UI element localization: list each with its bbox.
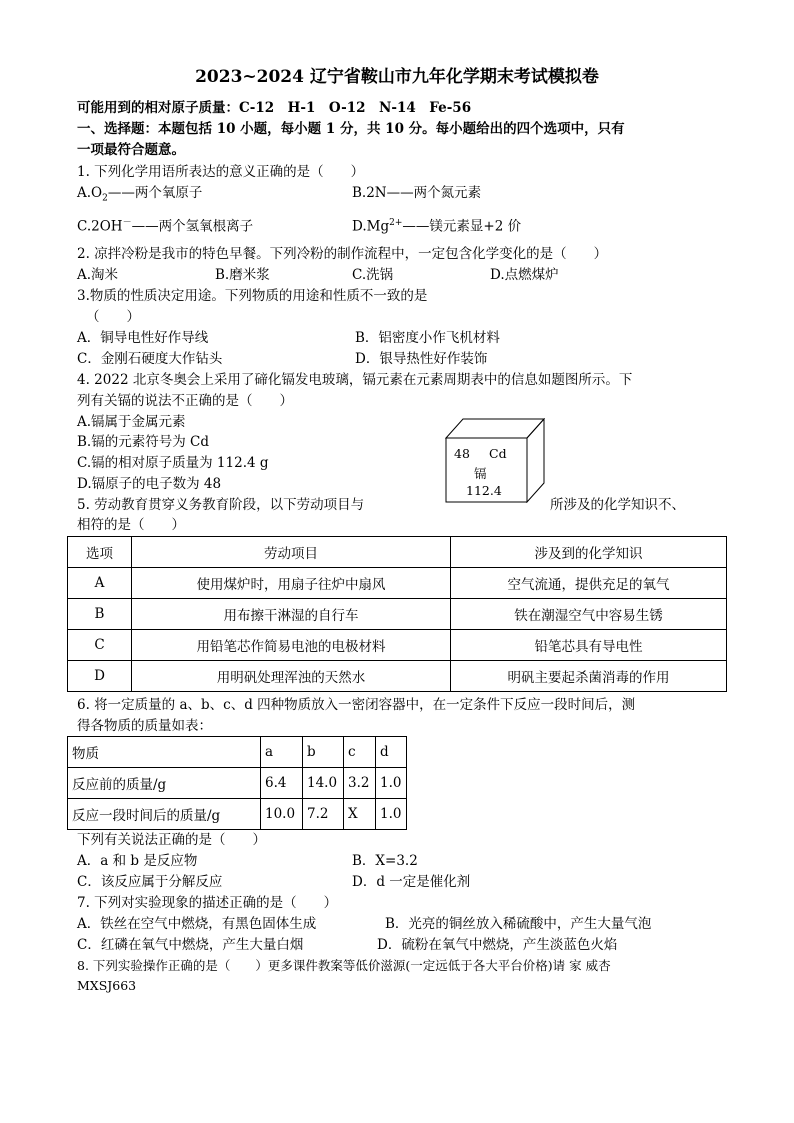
q7-option-c: C．红磷在氧气中燃烧，产生大量白烟 <box>77 937 304 953</box>
q5-stem-left: 5. 劳动教育贯穿义务教育阶段，以下劳动项目与 <box>77 497 365 513</box>
q1-option-d: $D.Mg^{2+}——$镁元素显+2 价 <box>352 218 522 235</box>
q8-stem: 8. 下列实验操作正确的是（ ）更多课件教案等低价滋源(一定远低于各大平台价格)请 家 威杏 <box>77 958 611 973</box>
table-row <box>68 661 727 692</box>
table-cell: B <box>68 599 132 630</box>
header-cell: a <box>261 737 303 768</box>
table-cell: 反应前的质量/g <box>68 768 261 799</box>
table-row <box>68 599 727 630</box>
q6-stem-line1: 6. 将一定质量的 a、b、c、d 四种物质放入一密闭容器中，在一定条件下反应一段时间后，测 <box>77 697 636 713</box>
q3-option-a: A．铜导电性好作导线 <box>77 330 209 346</box>
q2-option-a: A.淘米 <box>77 267 119 283</box>
table-row <box>68 799 407 830</box>
q1-option-b: B.2N——两个氮元素 <box>352 185 482 201</box>
table-cell: 铁在潮湿空气中容易生锈 <box>451 599 727 630</box>
q6-option-c: C．该反应属于分解反应 <box>77 874 223 890</box>
table-row <box>68 630 727 661</box>
section-heading-line2: 一项最符合题意。 <box>77 142 185 158</box>
q4-option-d: D.镉原子的电子数为 48 <box>77 476 222 492</box>
q4-stem-line1: 4. 2022 北京冬奥会上采用了碲化镉发电玻璃，镉元素在元素周期表中的信息如题图所示。下 <box>77 372 633 388</box>
table-cell: A <box>68 568 132 599</box>
q7-option-d: D．硫粉在氧气中燃烧，产生淡蓝色火焰 <box>377 937 618 953</box>
element-cell-figure <box>445 418 545 503</box>
q5-stem-right: 所涉及的化学知识不、 <box>550 497 685 513</box>
q4-stem-line2: 列有关镉的说法不正确的是（ ） <box>77 393 293 409</box>
q4-option-a: A.镉属于金属元素 <box>77 414 186 430</box>
q4-option-c: C.镉的相对原子质量为 112.4 g <box>77 455 269 471</box>
table-cell: 空气流通，提供充足的氧气 <box>451 568 727 599</box>
q1-stem: 1. 下列化学用语所表达的意义正确的是（ ） <box>77 164 365 180</box>
q3-paren: （ ） <box>86 309 140 325</box>
table-cell: 铅笔芯具有导电性 <box>451 630 727 661</box>
table-cell: 反应一段时间后的质量/g <box>68 799 261 830</box>
header-cell: 涉及到的化学知识 <box>451 537 727 568</box>
table-cell: 1.0 <box>376 799 407 830</box>
q3-stem: 3.物质的性质决定用途。下列物质的用途和性质不一致的是 <box>77 288 428 304</box>
q7-stem: 7. 下列对实验现象的描述正确的是（ ） <box>77 895 338 911</box>
header-cell: b <box>303 737 344 768</box>
element-name: 镉 <box>474 466 487 481</box>
table-cell: D <box>68 661 132 692</box>
table-header-row <box>68 537 727 568</box>
table-row <box>68 768 407 799</box>
table-row <box>68 568 727 599</box>
q2-stem: 2. 凉拌冷粉是我市的特色早餐。下列冷粉的制作流程中，一定包含化学变化的是（ ） <box>77 246 608 262</box>
q2-option-c: C.洗锅 <box>352 267 394 283</box>
table-cell: C <box>68 630 132 661</box>
page-title: 2023~2024 辽宁省鞍山市九年化学期末考试模拟卷 <box>195 67 599 87</box>
q3-option-d: D．银导热性好作装饰 <box>355 351 488 367</box>
table-cell: 10.0 <box>261 799 303 830</box>
element-symbol: Cd <box>489 446 507 461</box>
section-heading-line1: 一、选择题：本题包括 10 小题，每小题 1 分，共 10 分。每小题给出的四个选项中，只有 <box>77 121 625 137</box>
table-cell: 14.0 <box>303 768 344 799</box>
table-header-row <box>68 737 407 768</box>
table-cell: 用明矾处理浑浊的天然水 <box>132 661 451 692</box>
table-cell: 7.2 <box>303 799 344 830</box>
q2-option-d: D.点燃煤炉 <box>490 267 559 283</box>
q1-option-a: $A.O_2——$两个氧原子 <box>77 185 203 204</box>
header-cell: c <box>344 737 376 768</box>
q1-option-c: C.2OH－——两个氢氧根离子 <box>77 218 254 235</box>
header-cell: d <box>376 737 407 768</box>
q3-option-b: B．铝密度小作飞机材料 <box>355 330 500 346</box>
q6-stem-line2: 得各物质的质量如表： <box>77 718 212 734</box>
table-cell: 3.2 <box>344 768 376 799</box>
table-cell: 1.0 <box>376 768 407 799</box>
table-cell: 用布擦干淋湿的自行车 <box>132 599 451 630</box>
header-cell: 物质 <box>68 737 261 768</box>
table-cell: 6.4 <box>261 768 303 799</box>
q5-stem-line2: 相符的是（ ） <box>77 517 185 533</box>
table-cell: X <box>344 799 376 830</box>
q8-line2: MXSJ663 <box>77 978 137 993</box>
header-cell: 选项 <box>68 537 132 568</box>
q6-option-a: A．a 和 b 是反应物 <box>77 853 198 869</box>
table-cell: 明矾主要起杀菌消毒的作用 <box>451 661 727 692</box>
q7-option-a: A．铁丝在空气中燃烧，有黑色固体生成 <box>77 916 317 932</box>
q7-option-b: B．光亮的铜丝放入稀硫酸中，产生大量气泡 <box>385 916 652 932</box>
table-cell: 用铅笔芯作简易电池的电极材料 <box>132 630 451 661</box>
q2-option-b: B.磨米浆 <box>215 267 270 283</box>
q4-option-b: B.镉的元素符号为 Cd <box>77 434 209 450</box>
header-cell: 劳动项目 <box>132 537 451 568</box>
q3-option-c: C．金刚石硬度大作钻头 <box>77 351 223 367</box>
q6-option-d: D．d 一定是催化剂 <box>352 874 471 890</box>
element-number: 48 <box>454 446 470 461</box>
q6-question: 下列有关说法正确的是（ ） <box>77 832 266 848</box>
q6-table <box>67 736 407 830</box>
element-mass: 112.4 <box>466 483 502 498</box>
atomic-masses: 可能用到的相对原子质量：C-12 H-1 O-12 N-14 Fe-56 <box>77 100 472 116</box>
table-cell: 使用煤炉时，用扇子往炉中扇风 <box>132 568 451 599</box>
q5-table <box>67 536 727 692</box>
q6-option-b: B．X=3.2 <box>352 853 418 869</box>
